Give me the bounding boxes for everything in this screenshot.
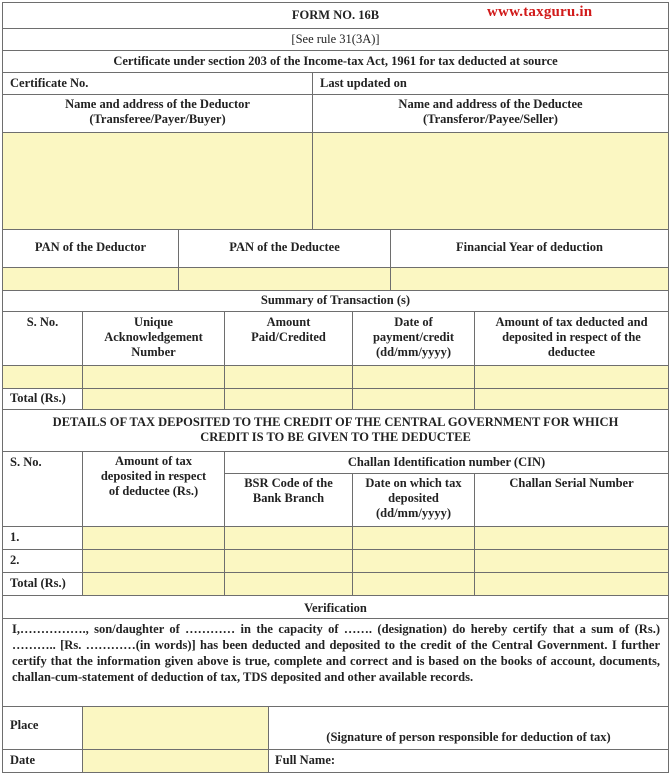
date-label: Date — [10, 753, 35, 767]
header-line: Number — [131, 345, 176, 359]
header-line: deposited in respect — [100, 469, 207, 483]
header-line: Unique — [134, 315, 173, 329]
details-row-2-label: 2. — [10, 553, 20, 567]
header-line: Amount of tax deducted and — [495, 315, 648, 329]
rule — [2, 50, 669, 51]
header-line: S. No. — [26, 315, 59, 329]
verification-title: Verification — [304, 601, 367, 615]
rule — [2, 94, 669, 95]
rule — [2, 28, 669, 29]
last-updated-label: Last updated on — [320, 76, 407, 90]
details-row-1-field[interactable] — [83, 527, 668, 549]
deductor-address-field[interactable] — [3, 133, 312, 229]
certificate-heading: Certificate under section 203 of the Income-tax Act, 1961 for tax deducted at source — [113, 54, 558, 68]
rule — [225, 473, 669, 474]
rule — [2, 311, 669, 312]
header-line: Amount — [266, 315, 311, 329]
details-total-field[interactable] — [83, 573, 668, 595]
deductee-address-field[interactable] — [313, 133, 668, 229]
rule — [2, 365, 669, 366]
header-line: (dd/mm/yyyy) — [376, 345, 451, 359]
signature-label: (Signature of person responsible for deduction of tax) — [326, 730, 611, 744]
deductee-heading — [313, 97, 668, 127]
pan-deductor-label: PAN of the Deductor — [34, 240, 147, 254]
header-line: Acknowledgement — [104, 330, 203, 344]
certificate-no-label: Certificate No. — [10, 76, 89, 90]
summary-total-label: Total (Rs.) — [10, 391, 66, 405]
rule — [2, 72, 669, 73]
rule — [2, 451, 669, 452]
header-line: deposited in respect of the — [502, 330, 641, 344]
rule — [668, 2, 669, 773]
header-line: (dd/mm/yyyy) — [376, 506, 451, 520]
deductor-title: Name and address of the Deductor — [65, 97, 250, 111]
summary-row-field[interactable] — [3, 366, 668, 388]
summary-title: Summary of Transaction (s) — [260, 293, 411, 307]
rule — [2, 572, 669, 573]
header-line: deductee — [547, 345, 596, 359]
summary-header-ack — [83, 315, 224, 360]
rule — [2, 409, 669, 410]
rule — [2, 290, 669, 291]
rule — [224, 451, 225, 596]
rule — [2, 595, 669, 596]
rule — [2, 229, 669, 230]
rule — [2, 618, 669, 619]
details-row-1-label: 1. — [10, 530, 20, 544]
rule — [474, 473, 475, 596]
deductee-title: Name and address of the Deductee — [398, 97, 583, 111]
watermark: www.taxguru.in — [487, 4, 593, 20]
header-line: Bank Branch — [252, 491, 325, 505]
rule — [2, 132, 669, 133]
place-label: Place — [10, 718, 39, 732]
header-line: deposited — [388, 491, 439, 505]
header-line: of deductee (Rs.) — [108, 484, 199, 498]
rule — [312, 72, 313, 230]
rule — [2, 526, 669, 527]
details-header-date — [353, 476, 474, 521]
rule — [2, 388, 669, 389]
financial-year-field[interactable] — [391, 268, 668, 290]
header-line: Date on which tax — [365, 476, 462, 490]
rule — [2, 772, 669, 773]
details-header-bsr — [225, 476, 352, 506]
rule — [2, 706, 669, 707]
date-field[interactable] — [83, 750, 268, 772]
rule — [390, 229, 391, 291]
rule — [2, 549, 669, 550]
deductor-subtitle: (Transferee/Payer/Buyer) — [89, 112, 226, 126]
rule — [82, 706, 83, 773]
full-name-label: Full Name: — [275, 753, 336, 767]
details-header-amount — [83, 454, 224, 499]
pan-deductee-label: PAN of the Deductee — [229, 240, 340, 254]
pan-deductee-field[interactable] — [179, 268, 390, 290]
rule-reference: [See rule 31(3A)] — [291, 32, 380, 46]
details-title-line-1: DETAILS OF TAX DEPOSITED TO THE CREDIT OF THE CENTRAL GOVERNMENT FOR WHICH — [52, 415, 619, 429]
verification-text: I,……………., son/daughter of ………… in the capacity of ……. (designation) do hereby certify that a sum of (Rs.) ……….. [Rs. …………(in words)] has been deducted and deposited to the credit of the Central Government. I further certify that the information given above is true, complete and correct and is based on the books of account, documents, challan-cum-statement of deduction of tax, TDS deposited and other available records. — [12, 622, 660, 684]
details-header-serial: Challan Serial Number — [509, 476, 634, 490]
summary-total-field[interactable] — [83, 389, 668, 409]
place-field[interactable] — [83, 707, 268, 749]
financial-year-label: Financial Year of deduction — [456, 240, 603, 254]
details-total-label: Total (Rs.) — [10, 576, 66, 590]
header-line: Date of — [394, 315, 433, 329]
summary-header-tax — [475, 315, 668, 360]
rule — [2, 267, 669, 268]
rule — [2, 2, 669, 3]
header-line: Paid/Credited — [251, 330, 326, 344]
form-title: FORM NO. 16B — [291, 8, 380, 22]
details-title — [3, 415, 668, 445]
pan-deductor-field[interactable] — [3, 268, 178, 290]
header-line: Amount of tax — [114, 454, 193, 468]
rule — [2, 749, 669, 750]
details-sno-label: S. No. — [10, 455, 42, 469]
header-line: BSR Code of the — [244, 476, 333, 490]
rule — [178, 229, 179, 291]
deductee-subtitle: (Transferor/Payee/Seller) — [423, 112, 558, 126]
summary-header-date — [353, 315, 474, 360]
header-line: payment/credit — [372, 330, 454, 344]
summary-header-sno — [3, 315, 82, 330]
details-title-line-2: CREDIT IS TO BE GIVEN TO THE DEDUCTEE — [200, 430, 471, 444]
deductor-heading — [3, 97, 312, 127]
details-row-2-field[interactable] — [83, 550, 668, 572]
details-header-cin: Challan Identification number (CIN) — [347, 455, 546, 469]
summary-header-amount — [225, 315, 352, 345]
